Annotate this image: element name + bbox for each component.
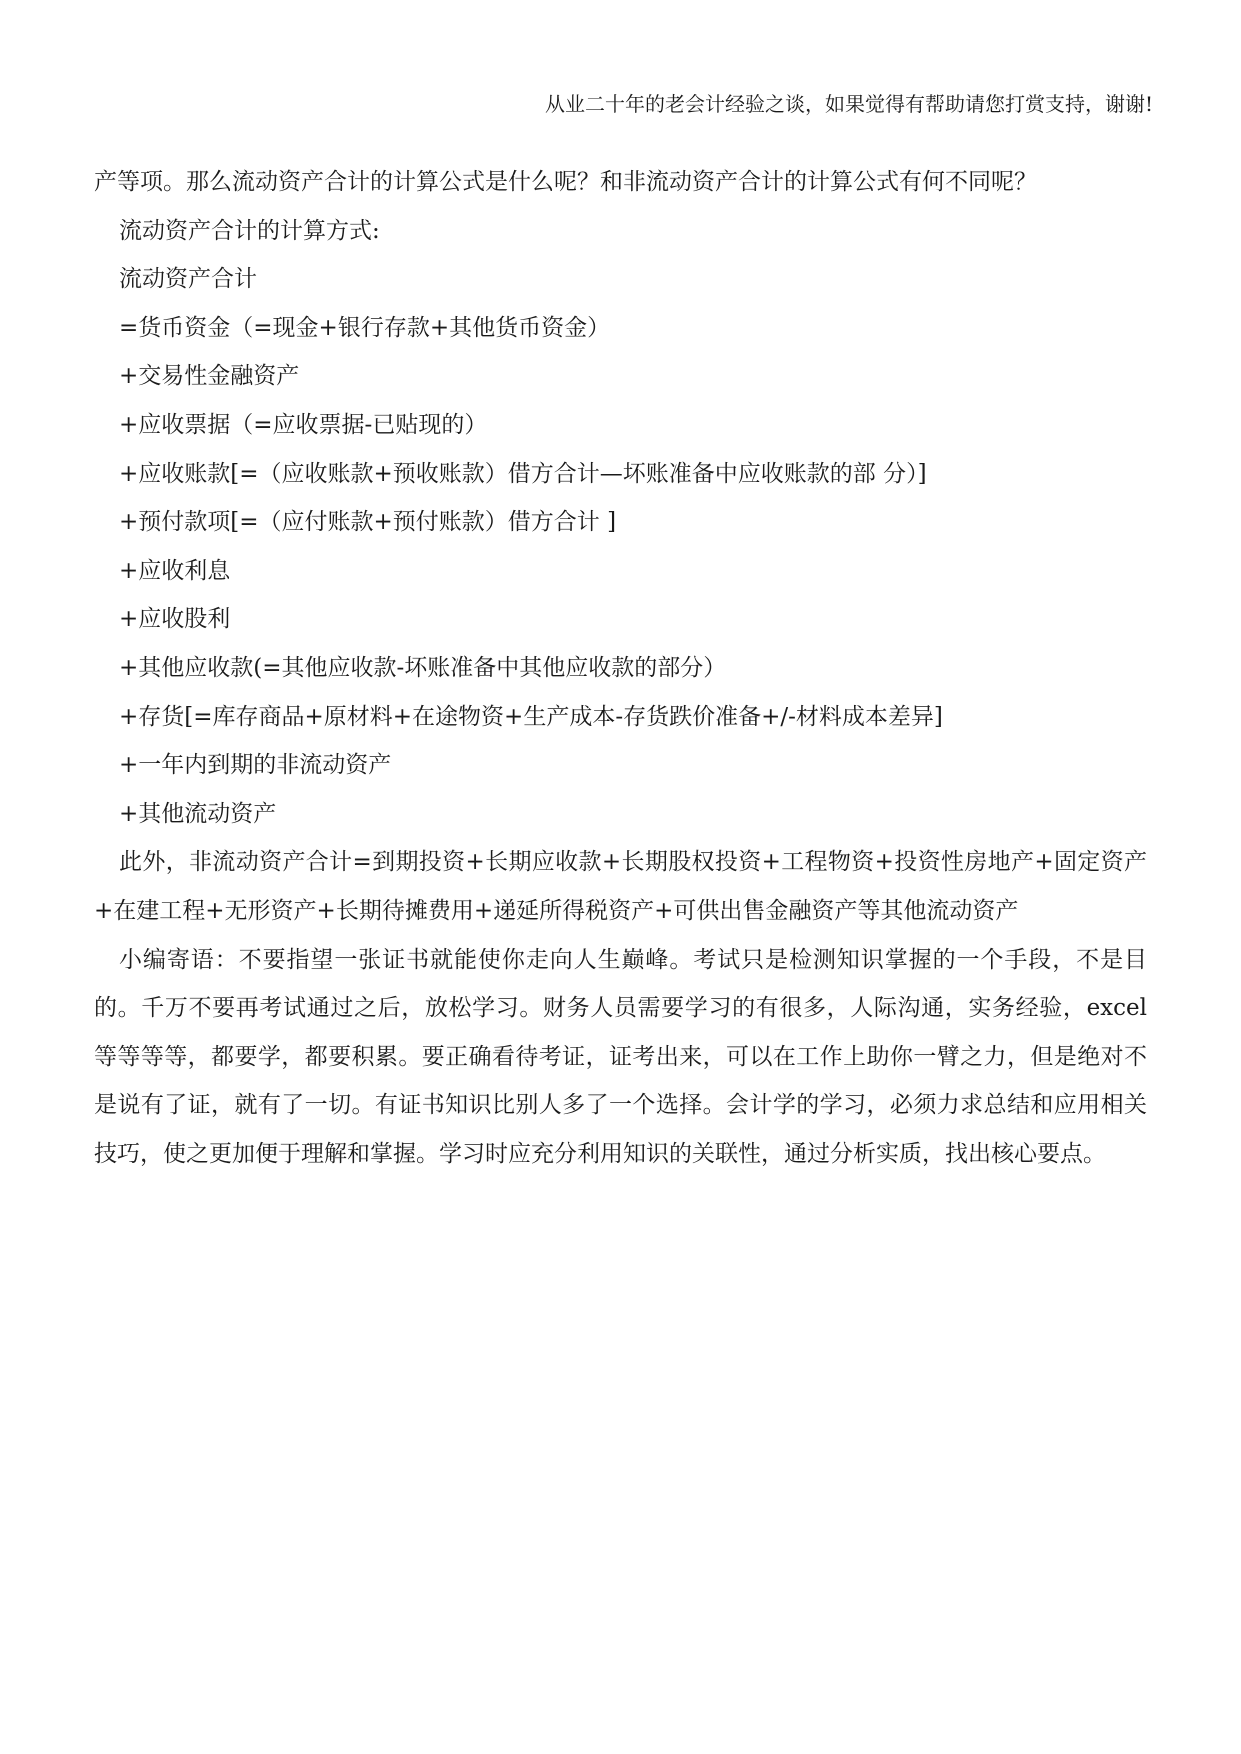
body-text bbox=[94, 158, 1147, 1178]
formula-line: +存货[=库存商品+原材料+在途物资+生产成本-存货跌价准备+/-材料成本差异] bbox=[119, 703, 943, 730]
formula-line: +交易性金融资产 bbox=[119, 363, 300, 390]
formula-line: +其他应收款(=其他应收款-坏账准备中其他应收款的部分） bbox=[119, 654, 727, 681]
noncurrent-paragraph: 此外，非流动资产合计=到期投资+长期应收款+长期股权投资+工程物资+投资性房地产+固定资产+在建工程+无形资产+长期待摊费用+递延所得税资产+可供出售金融资产等其他流动资产 bbox=[94, 849, 1147, 924]
formula-list bbox=[94, 255, 1147, 838]
formula-heading: 流动资产合计的计算方式: bbox=[119, 217, 380, 244]
formula-line: +应收股利 bbox=[119, 606, 231, 633]
formula-line: 流动资产合计 bbox=[119, 266, 257, 293]
formula-line: +应收利息 bbox=[119, 557, 231, 584]
formula-line: +其他流动资产 bbox=[119, 800, 277, 827]
header-note: 从业二十年的老会计经验之谈，如果觉得有帮助请您打赏支持，谢谢! bbox=[544, 92, 1153, 116]
closing-paragraph: 小编寄语：不要指望一张证书就能使你走向人生巅峰。考试只是检测知识掌握的一个手段，不是目的。千万不要再考试通过之后，放松学习。财务人员需要学习的有很多，人际沟通，实务经验，excel 等等等等，都要学，都要积累。要正确看待考证，证考出来，可以在工作上助你一臂之力，但是绝对不是说有了证，就有了一切。有证书知识比别人多了一个选择。会计学的学习，必须力求总结和应用相关技巧，使之更加便于理解和掌握。学习时应充分利用知识的关联性，通过分析实质，找出核心要点。 bbox=[94, 946, 1147, 1167]
formula-line: +一年内到期的非流动资产 bbox=[119, 752, 392, 779]
formula-line: =货币资金（=现金+银行存款+其他货币资金） bbox=[119, 314, 611, 341]
formula-line: +应收票据（=应收票据-已贴现的） bbox=[119, 411, 488, 438]
intro-line: 产等项。那么流动资产合计的计算公式是什么呢？和非流动资产合计的计算公式有何不同呢？ bbox=[94, 169, 1037, 195]
formula-line: +预付款项[=（应付账款+预付账款）借方合计 ] bbox=[119, 509, 617, 536]
formula-line: +应收账款[=（应收账款+预收账款）借方合计—坏账准备中应收账款的部 分）] bbox=[119, 460, 927, 487]
